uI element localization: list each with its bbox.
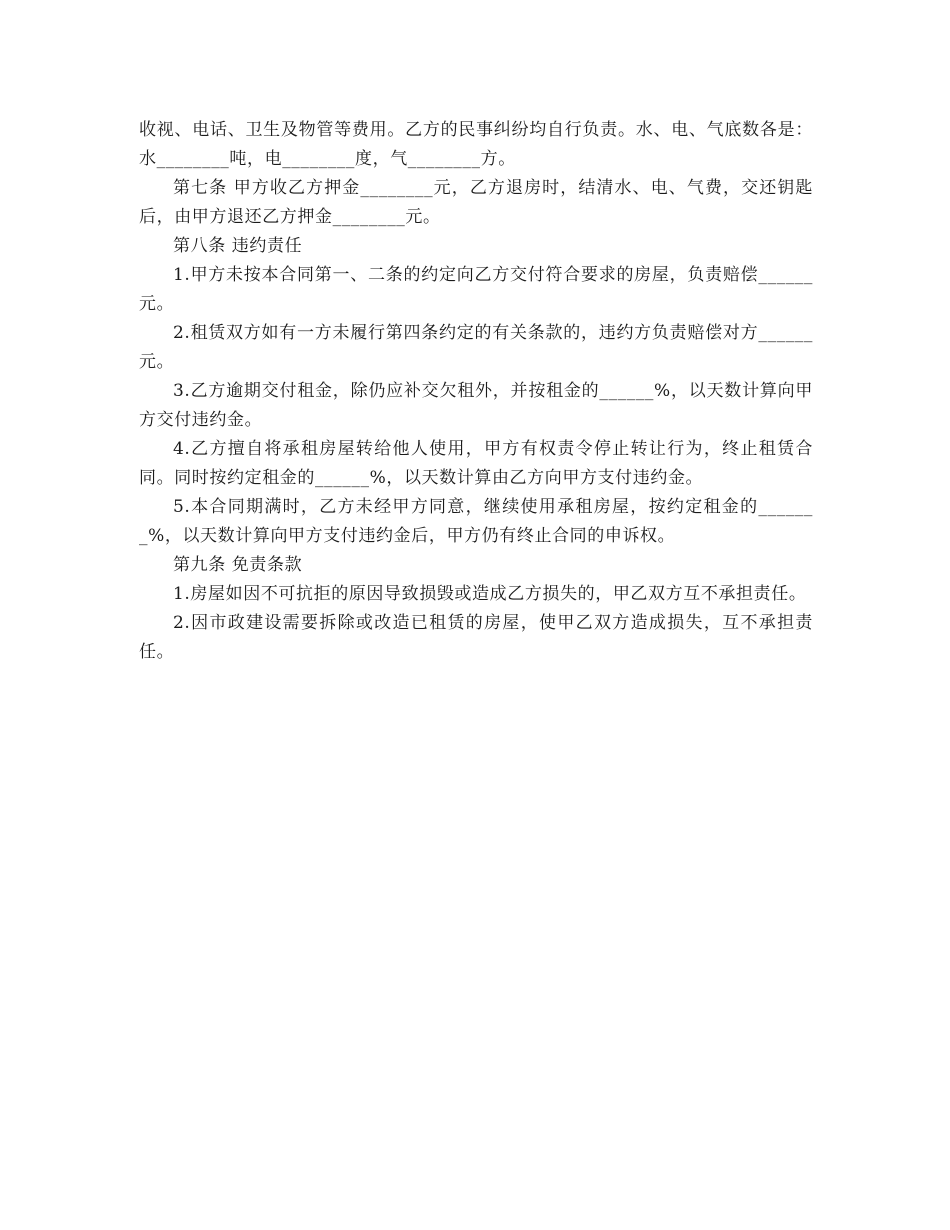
clause-8-4: 4.乙方擅自将承租房屋转给他人使用，甲方有权责令停止转让行为，终止租赁合同。同时按约定租金的______%，以天数计算由乙方向甲方支付违约金。 [139, 439, 813, 488]
clause-9-2: 2.因市政建设需要拆除或改造已租赁的房屋，使甲乙双方造成损失，互不承担责任。 [139, 613, 813, 662]
heading-article-9: 第九条 免责条款 [173, 555, 303, 575]
document-page [139, 116, 813, 667]
clause-8-3: 3.乙方逾期交付租金，除仍应补交欠租外，并按租金的______%，以天数计算向甲方交付违约金。 [139, 381, 813, 430]
clause-8-5: 5.本合同期满时，乙方未经甲方同意，继续使用承租房屋，按约定租金的_______%，以天数计算向甲方支付违约金后，甲方仍有终止合同的申诉权。 [139, 497, 813, 546]
clause-8-1: 1.甲方未按本合同第一、二条的约定向乙方交付符合要求的房屋，负责赔偿______元。 [139, 265, 813, 314]
paragraph-utilities: 收视、电话、卫生及物管等费用。乙方的民事纠纷均自行负责。水、电、气底数各是：水________吨，电________度，气________方。 [139, 120, 813, 169]
clause-9-1: 1.房屋如因不可抗拒的原因导致损毁或造成乙方损失的，甲乙双方互不承担责任。 [173, 584, 807, 604]
heading-article-8: 第八条 违约责任 [173, 236, 303, 256]
paragraph-article-7-deposit: 第七条 甲方收乙方押金________元，乙方退房时，结清水、电、气费，交还钥匙后，由甲方退还乙方押金________元。 [139, 178, 813, 227]
clause-8-2: 2.租赁双方如有一方未履行第四条约定的有关条款的，违约方负责赔偿对方______元。 [139, 323, 813, 372]
